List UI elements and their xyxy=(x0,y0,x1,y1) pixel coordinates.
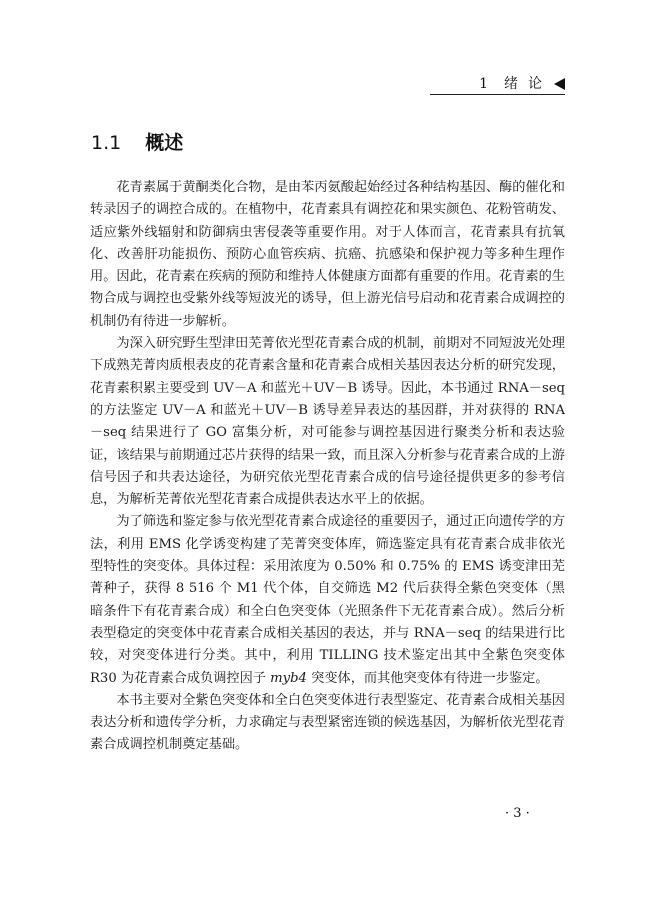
paragraph-3-tail: 突变体，而其他突变体有待进一步鉴定。 xyxy=(306,670,549,686)
section-heading xyxy=(91,131,183,155)
chapter-number: 1 xyxy=(479,76,488,92)
left-triangle-icon xyxy=(554,78,565,90)
running-header xyxy=(430,74,565,95)
section-number: 1.1 xyxy=(91,132,122,154)
body-text xyxy=(90,177,565,757)
paragraph-3-text: 为了筛选和鉴定参与依光型花青素合成途径的重要因子，通过正向遗传学的方法，利用 EMS 化学诱变构建了芜菁突变体库，筛选鉴定具有花青素合成非依光型特性的突变体。具体过程：采用浓度为 0.50% 和 0.75% 的 EMS 诱变津田芜菁种子，获得 8 516 个 M1 代个体，自交筛选 M2 代后获得全紫色突变体（黑暗条件下有花青素合成）和全白色突变体（光照条件下无花青素合成）。然后分析表型稳定的突变体中花青素合成相关基因的表达，并与 RNA－seq 的结果进行比较，对突变体进行分类。其中，利用 TILLING 技术鉴定出其中全紫色突变体 R30 为花青素合成负调控因子 xyxy=(90,514,565,686)
paragraph-1: 花青素属于黄酮类化合物，是由苯丙氨酸起始经过各种结构基因、酶的催化和转录因子的调控合成的。在植物中，花青素具有调控花和果实颜色、花粉管萌发、适应紫外线辐射和防御病虫害侵袭等重要作用。对于人体而言，花青素具有抗氧化、改善肝功能损伤、预防心血管疾病、抗癌、抗感染和保护视力等多种生理作用。因此，花青素在疾病的预防和维持人体健康方面都有重要的作用。花青素的生物合成与调控也受紫外线等短波光的诱导，但上游光信号启动和花青素合成调控的机制仍有待进一步解析。 xyxy=(90,180,565,329)
page-number: · 3 · xyxy=(505,806,530,821)
paragraph-2: 为深入研究野生型津田芜菁依光型花青素合成的机制，前期对不同短波光处理下成熟芜菁肉质根表皮的花青素含量和花青素合成相关基因表达分析的研究发现，花青素积累主要受到 UV－A 和蓝光＋UV－B 诱导。因此，本书通过 RNA－seq 的方法鉴定 UV－A 和蓝光＋UV－B 诱导差异表达的基因群，并对获得的 RNA－seq 结果进行了 GO 富集分析，对可能参与调控基因进行聚类分析和表达验证，该结果与前期通过芯片获得的结果一致，而且深入分析参与花青素合成的上游信号因子和共表达途径，为研究依光型花青素合成的信号途径提供更多的参考信息，为解析芜菁依光型花青素合成提供表达水平上的依据。 xyxy=(90,336,565,508)
paragraph-4: 本书主要对全紫色突变体和全白色突变体进行表型鉴定、花青素合成相关基因表达分析和遗传学分析，力求确定与表型紧密连锁的候选基因，为解析依光型花青素合成调控机制奠定基础。 xyxy=(90,692,565,753)
chapter-title: 绪论 xyxy=(504,76,552,92)
paragraph-3 xyxy=(90,511,565,689)
section-title: 概述 xyxy=(145,132,184,154)
gene-name: myb4 xyxy=(270,670,307,686)
